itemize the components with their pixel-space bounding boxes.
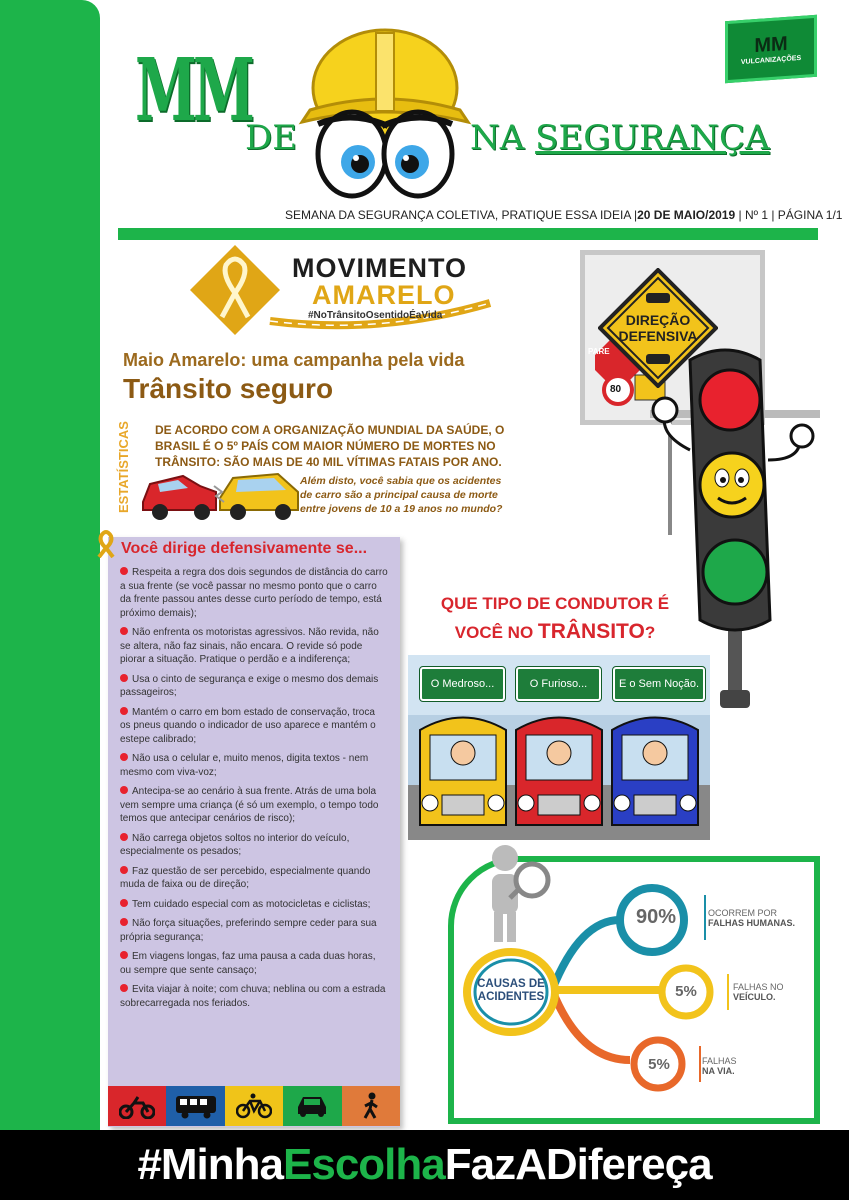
logo-na: NA bbox=[470, 118, 536, 158]
driver-question: QUE TIPO DE CONDUTOR É VOCÊ NO TRÂNSITO? bbox=[440, 594, 670, 643]
list-item: Em viagens longas, faz uma pausa a cada duas horas, ou sempre que sente cansaço; bbox=[120, 951, 376, 976]
header-info-line bbox=[285, 208, 842, 222]
header-line-prefix: SEMANA DA SEGURANÇA COLETIVA, PRATIQUE ESSA IDEIA | bbox=[285, 208, 638, 222]
ribbon-icon bbox=[93, 530, 119, 558]
cause-desc-vehicle: FALHAS NO VEÍCULO. bbox=[733, 982, 784, 1002]
sign-furioso: O Furioso... bbox=[516, 667, 601, 701]
side-green-bar bbox=[0, 0, 100, 1130]
stats-extra: Além disto, você sabia que os acidentes de carro são a principal causa de morte entre jovens de 10 a 19 anos no mundo? bbox=[300, 475, 503, 515]
bullet-icon bbox=[120, 786, 128, 794]
campaign-hashtag: #NoTrânsitoOsentidoÉaVida bbox=[308, 310, 443, 321]
bus-icon bbox=[166, 1086, 224, 1126]
list-item: Evita viajar à noite; com chuva; neblina ou com a estrada sobrecarregada nos feriados. bbox=[120, 984, 386, 1009]
car-crash-icon bbox=[138, 462, 300, 522]
bullet-icon bbox=[120, 567, 128, 575]
helmet-mascot-icon bbox=[290, 18, 480, 208]
cause-desc-human: OCORREM POR FALHAS HUMANAS. bbox=[708, 908, 795, 928]
list-item: Não força situações, preferindo sempre ceder para sua própria segurança; bbox=[120, 918, 377, 943]
footer-hashtag: #MinhaEscolhaFazADifereça bbox=[137, 1140, 712, 1189]
list-item: Respeita a regra dos dois segundos de distância do carro a sua frente (se você passar no mesmo ponto que o carro da frente passou antes desse curto período de tempo, está próximo demais); bbox=[120, 567, 388, 619]
campaign-subtitle: Maio Amarelo: uma campanha pela vida bbox=[123, 350, 465, 370]
cause-desc-road: FALHAS NA VIA. bbox=[702, 1056, 737, 1076]
brand-badge-name: MM bbox=[754, 32, 788, 58]
bullet-icon bbox=[120, 899, 128, 907]
causes-center-label: CAUSAS DE ACIDENTES bbox=[477, 978, 545, 1003]
pedestrian-icon bbox=[342, 1086, 400, 1126]
list-item: Não carrega objetos soltos no interior do veículo, especialmente os pesados; bbox=[120, 832, 350, 857]
bullet-icon bbox=[120, 627, 128, 635]
bullet-icon bbox=[120, 707, 128, 715]
transport-icon-strip bbox=[108, 1086, 400, 1126]
amarelo-title: AMARELO bbox=[312, 280, 456, 310]
bullet-icon bbox=[120, 753, 128, 761]
header-line-date: 20 DE MAIO/2019 bbox=[637, 208, 736, 222]
direction-sign-text: DIREÇÃO DEFENSIVA bbox=[618, 312, 698, 344]
brand-badge-sub: VULCANIZAÇÕES bbox=[740, 54, 802, 67]
motorcycle-icon bbox=[108, 1086, 166, 1126]
bullet-icon bbox=[120, 984, 128, 992]
percent-road: 5% bbox=[648, 1056, 670, 1073]
defensive-title: Você dirige defensivamente se... bbox=[121, 540, 368, 557]
percent-human: 90% bbox=[635, 906, 677, 928]
list-item: Tem cuidado especial com as motocicletas e ciclistas; bbox=[120, 898, 388, 912]
bullet-icon bbox=[120, 866, 128, 874]
defensive-list bbox=[120, 566, 388, 1016]
logo-seguranca: SEGURANÇA bbox=[535, 118, 770, 158]
list-item: Não usa o celular e, muito menos, digita textos - nem mesmo com viva-voz; bbox=[120, 753, 369, 778]
logo-de: DE bbox=[245, 118, 298, 158]
car-icon bbox=[283, 1086, 341, 1126]
stats-label: ESTATÍSTICAS bbox=[116, 421, 131, 513]
percent-vehicle: 5% bbox=[675, 983, 697, 1000]
bicycle-icon bbox=[225, 1086, 283, 1126]
sign-sem-nocao: E o Sem Noção. bbox=[613, 667, 705, 701]
bullet-icon bbox=[120, 918, 128, 926]
movimento-title: MOVIMENTO bbox=[292, 253, 468, 283]
list-item: Mantém o carro em bom estado de conservação, troca os pneus quando o indicador de uso aparece e mantém o estepe calibrado; bbox=[120, 706, 376, 745]
list-item: Usa o cinto de segurança e exige o mesmo dos demais passageiros; bbox=[120, 673, 379, 698]
footer-banner bbox=[0, 1130, 849, 1200]
campaign-title: Trânsito seguro bbox=[123, 373, 334, 404]
logo-mm: MM bbox=[135, 40, 251, 141]
bullet-icon bbox=[120, 674, 128, 682]
logo-na-seguranca bbox=[470, 118, 770, 158]
list-item: Antecipa-se ao cenário à sua frente. Atrás de uma bola vem sempre uma criança (é só um exemplo, o tempo todo temos que antecipar cenários de risco); bbox=[120, 786, 379, 824]
pare-sign-text: PARE bbox=[588, 347, 610, 356]
magnifier-person-icon bbox=[470, 840, 555, 945]
bullet-icon bbox=[120, 951, 128, 959]
brand-badge bbox=[725, 15, 817, 83]
sign-medroso: O Medroso... bbox=[420, 667, 505, 701]
speed-sign-text: 80 bbox=[610, 384, 622, 395]
stats-text: DE ACORDO COM A ORGANIZAÇÃO MUNDIAL DA SAÚDE, O BRASIL É O 5º PAÍS COM MAIOR NÚMERO DE MORTES NO TRÂNSITO: SÃO MAIS DE 40 MIL VÍTIMAS FATAIS POR ANO. bbox=[155, 423, 505, 469]
list-item: Faz questão de ser percebido, especialmente quando muda de faixa ou de direção; bbox=[120, 865, 371, 890]
list-item: Não enfrenta os motoristas agressivos. Não revida, não se altera, não faz sinais, não encara. O revide só pode piorar a situação. Pratique o perdão e a indiferença; bbox=[120, 627, 379, 665]
header-rule bbox=[118, 228, 818, 240]
header-line-suffix: | Nº 1 | PÁGINA 1/1 bbox=[735, 208, 843, 222]
bullet-icon bbox=[120, 833, 128, 841]
